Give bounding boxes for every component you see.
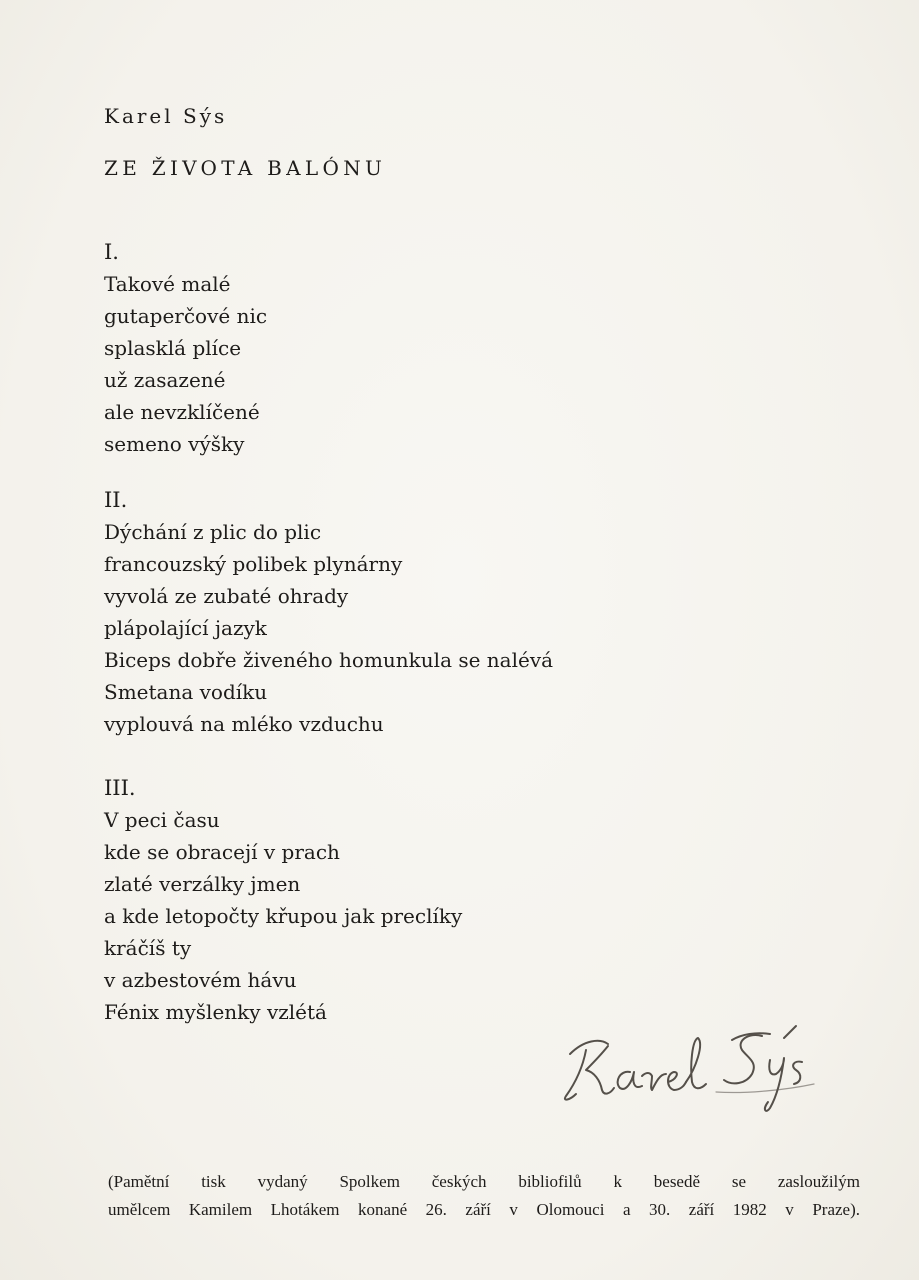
verse-line: V peci času [104,808,220,832]
verse-line: zlaté verzálky jmen [104,872,301,896]
verse-line: plápolající jazyk [104,616,267,640]
poem-title: ZE ŽIVOTA BALÓNU [104,156,387,180]
verse-line: splasklá plíce [104,336,242,360]
section-heading: II. [104,488,128,512]
section-heading: III. [104,776,136,800]
verse-line: francouzský polibek plynárny [104,552,403,576]
section-heading: I. [104,240,119,264]
poem-section-1 [104,236,267,460]
poem-section-3 [104,772,462,1028]
colophon-note [108,1168,860,1224]
verse-line: vyvolá ze zubaté ohrady [104,584,349,608]
verse-line: Dýchání z plic do plic [104,520,322,544]
poem-section-2 [104,484,553,740]
verse-line: Fénix myšlenky vzlétá [104,1000,327,1024]
verse-line: v azbestovém hávu [104,968,297,992]
handwritten-signature [556,1010,826,1120]
verse-line: už zasazené [104,368,226,392]
colophon-line: umělcem Kamilem Lhotákem konané 26. září v Olomouci a 30. září 1982 v Praze). [108,1200,860,1219]
verse-line: ale nevzklíčené [104,400,260,424]
verse-line: kde se obracejí v prach [104,840,340,864]
verse-line: Smetana vodíku [104,680,268,704]
verse-line: Takové malé [104,272,231,296]
author-name: Karel Sýs [104,104,228,128]
verse-line: kráčíš ty [104,936,192,960]
verse-line: a kde letopočty křupou jak preclíky [104,904,463,928]
colophon-line: (Pamětní tisk vydaný Spolkem českých bibliofilů k besedě se zasloužilým [108,1172,860,1191]
verse-line: vyplouvá na mléko vzduchu [104,712,384,736]
verse-line: gutaperčové nic [104,304,268,328]
verse-line: semeno výšky [104,432,245,456]
verse-line: Biceps dobře živeného homunkula se nalévá [104,648,554,672]
